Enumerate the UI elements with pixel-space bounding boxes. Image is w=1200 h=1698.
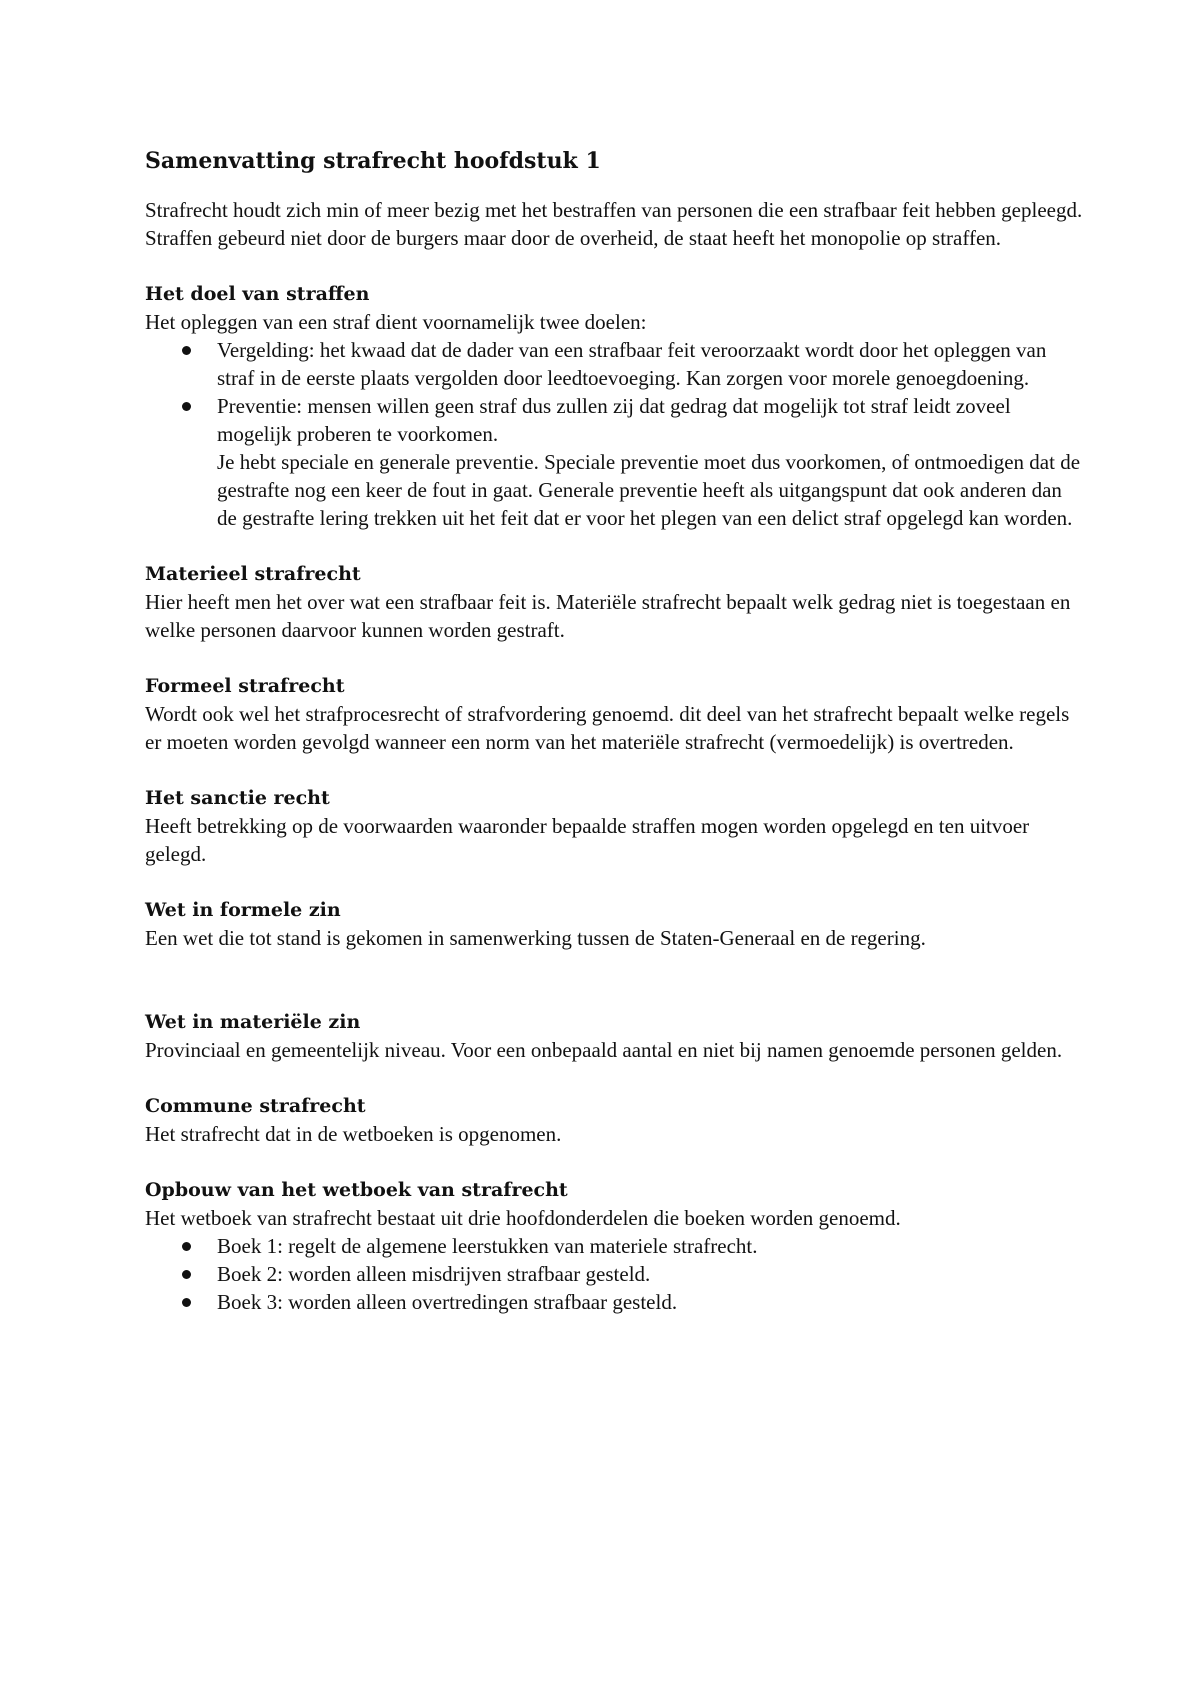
section-heading: Formeel strafrecht bbox=[145, 675, 345, 697]
list-item-text: Preventie: mensen willen geen straf dus zullen zij dat gedrag dat mogelijk tot straf leidt zoveel mogelijk proberen te voorkomen. bbox=[217, 394, 1011, 446]
section-text: Het wetboek van strafrecht bestaat uit drie hoofdonderdelen die boeken worden genoemd. bbox=[145, 1206, 901, 1230]
section-commune-strafrecht bbox=[145, 1092, 1085, 1148]
section-materieel-strafrecht bbox=[145, 560, 1085, 644]
section-wet-formele-zin bbox=[145, 896, 1085, 952]
section-heading: Materieel strafrecht bbox=[145, 563, 361, 585]
list-item bbox=[217, 1232, 1085, 1260]
bullet-icon bbox=[181, 336, 191, 364]
bullet-icon bbox=[181, 1260, 191, 1288]
section-heading: Het doel van straffen bbox=[145, 283, 370, 305]
section-heading: Wet in formele zin bbox=[145, 899, 341, 921]
section-text: Hier heeft men het over wat een strafbaar feit is. Materiële strafrecht bepaalt welk gedrag niet is toegestaan en welke personen daarvoor kunnen worden gestraft. bbox=[145, 590, 1071, 642]
list-item-text: Boek 1: regelt de algemene leerstukken van materiele strafrecht. bbox=[217, 1234, 758, 1258]
section-heading: Commune strafrecht bbox=[145, 1095, 366, 1117]
list-item bbox=[217, 336, 1085, 392]
intro-paragraph: Strafrecht houdt zich min of meer bezig met het bestraffen van personen die een strafbaar feit hebben gepleegd. Straffen gebeurd niet door de burgers maar door de overheid, de staat heeft het monopolie op straffen. bbox=[145, 198, 1083, 250]
section-doel-van-straffen bbox=[145, 280, 1085, 532]
section-heading: Wet in materiële zin bbox=[145, 1011, 361, 1033]
section-text: Wordt ook wel het strafprocesrecht of strafvordering genoemd. dit deel van het strafrecht bepaalt welke regels er moeten worden gevolgd wanneer een norm van het materiële strafrecht (vermoedelijk) is overtreden. bbox=[145, 702, 1070, 754]
section-text: Het strafrecht dat in de wetboeken is opgenomen. bbox=[145, 1122, 562, 1146]
section-text: Provinciaal en gemeentelijk niveau. Voor een onbepaald aantal en niet bij namen genoemde personen gelden. bbox=[145, 1038, 1063, 1062]
section-text: Het opleggen van een straf dient voornamelijk twee doelen: bbox=[145, 310, 647, 334]
section-formeel-strafrecht bbox=[145, 672, 1085, 756]
list-item bbox=[217, 392, 1085, 532]
section-text: Een wet die tot stand is gekomen in samenwerking tussen de Staten-Generaal en de regering. bbox=[145, 926, 926, 950]
document-page bbox=[145, 146, 1085, 1344]
bullet-icon bbox=[181, 1288, 191, 1316]
document-title: Samenvatting strafrecht hoofdstuk 1 bbox=[145, 148, 601, 174]
bullet-icon bbox=[181, 1232, 191, 1260]
list-item-text: Vergelding: het kwaad dat de dader van een strafbaar feit veroorzaakt wordt door het opleggen van straf in de eerste plaats vergolden door leedtoevoeging. Kan zorgen voor morele genoegdoening. bbox=[217, 338, 1047, 390]
section-opbouw-wetboek bbox=[145, 1176, 1085, 1316]
bullet-list bbox=[145, 1232, 1085, 1316]
bullet-icon bbox=[181, 392, 191, 420]
list-item-text: Boek 3: worden alleen overtredingen strafbaar gesteld. bbox=[217, 1290, 678, 1314]
list-item bbox=[217, 1260, 1085, 1288]
list-item-text: Je hebt speciale en generale preventie. Speciale preventie moet dus voorkomen, of ontmoedigen dat de gestrafte nog een keer de fout in gaat. Generale preventie heeft als uitgangspunt dat ook anderen dan de gestrafte lering trekken uit het feit dat er voor het plegen van een delict straf opgelegd kan worden. bbox=[217, 450, 1081, 530]
section-sanctie-recht bbox=[145, 784, 1085, 868]
list-item-text: Boek 2: worden alleen misdrijven strafbaar gesteld. bbox=[217, 1262, 651, 1286]
section-wet-materiele-zin bbox=[145, 1008, 1085, 1064]
list-item bbox=[217, 1288, 1085, 1316]
section-heading: Opbouw van het wetboek van strafrecht bbox=[145, 1179, 568, 1201]
section-heading: Het sanctie recht bbox=[145, 787, 330, 809]
section-text: Heeft betrekking op de voorwaarden waaronder bepaalde straffen mogen worden opgelegd en ten uitvoer gelegd. bbox=[145, 814, 1030, 866]
bullet-list bbox=[145, 336, 1085, 532]
